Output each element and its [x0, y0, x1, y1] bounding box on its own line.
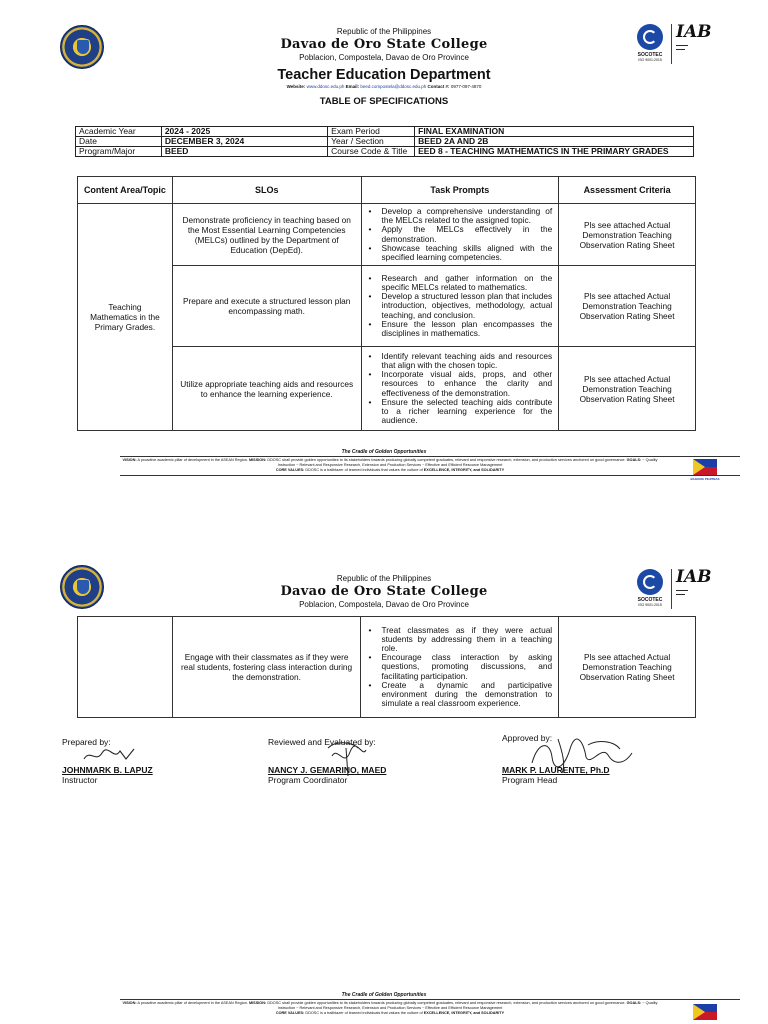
iab-logo-subtext: ▬▬▬▬ ▬▬▬ [676, 43, 688, 51]
prompt-item: • Apply the MELCs effectively in the demonstration. [366, 225, 553, 243]
page-footer [0, 992, 768, 1015]
prompts-cell [361, 617, 559, 718]
prompts-cell [361, 347, 559, 431]
criteria-cell: Pls see attached Actual Demonstration Teaching Observation Rating Sheet [559, 204, 696, 266]
column-header-prompts: Task Prompts [361, 177, 559, 204]
bagong-pilipinas-logo-icon [693, 459, 717, 475]
info-label: Exam Period [328, 127, 415, 137]
page-1 [0, 0, 768, 500]
table-header-row [78, 177, 696, 204]
topic-cell: Teaching Mathematics in the Primary Grades. [78, 204, 173, 431]
prompt-item: • Incorporate visual aids, props, and other resources to enhance the clarity and effectiveness of the demonstration. [366, 370, 553, 398]
approved-by-position: Program Head [502, 775, 558, 785]
socotec-logo-icon [637, 569, 663, 595]
column-header-slos: SLOs [172, 177, 361, 204]
reviewed-by-position: Program Coordinator [268, 775, 348, 785]
column-header-topic: Content Area/Topic [78, 177, 173, 204]
socotec-logo-icon [637, 24, 663, 50]
iab-logo-subtext: ▬▬▬▬ ▬▬▬ [676, 588, 688, 596]
info-value: EED 8 - TEACHING MATHEMATICS IN THE PRIMARY GRADES [415, 147, 694, 157]
iso-label: ISO 9001:2015 [638, 58, 662, 62]
prompt-item: • Ensure the selected teaching aids contribute to a richer learning experience for the audience. [366, 398, 553, 426]
footer-tagline: The Cradle of Golden Opportunities [341, 992, 427, 998]
prompt-item: • Develop a comprehensive understanding of the MELCs related to the assigned topic. [366, 207, 553, 225]
college-location: Poblacion, Compostela, Davao de Oro Province [299, 53, 469, 62]
page-2 [0, 555, 768, 1024]
iab-logo: IAB [676, 567, 712, 587]
approved-by-label: Approved by: [502, 733, 553, 743]
signature-mark [80, 745, 140, 767]
footer-tagline: The Cradle of Golden Opportunities [341, 449, 427, 455]
certification-logos [632, 567, 722, 611]
prompt-item: • Showcase teaching skills aligned with the specified learning competencies. [366, 244, 553, 262]
approved-by-name: MARK P. LAURENTE, Ph.D [502, 765, 610, 775]
college-name: Davao de Oro State College [280, 37, 488, 52]
department-name: Teacher Education Department [277, 67, 491, 83]
topic-cell-empty [78, 617, 173, 718]
slo-cell: Engage with their classmates as if they were real students, fostering class interaction during the demonstration. [172, 617, 361, 718]
prepared-by-position: Instructor [62, 775, 98, 785]
prepared-by-name: JOHNMARK B. LAPUZ [62, 765, 153, 775]
signature-mark [322, 738, 372, 778]
reviewed-by-label: Reviewed and Evaluated by: [268, 737, 376, 747]
contact-line: Website: www.ddosc.edu.ph Email: beed.compostela@ddosc.edu.ph Contact #: 0977-097-4870 [286, 84, 482, 89]
reviewed-by-name: NANCY J. GEMARINO, MAED [268, 765, 387, 775]
slo-cell: Utilize appropriate teaching aids and resources to enhance the learning experience. [172, 347, 361, 431]
exam-info-table [75, 126, 694, 157]
info-value: FINAL EXAMINATION [415, 127, 694, 137]
page-footer [0, 449, 768, 481]
prompts-cell [361, 204, 559, 266]
page-header [0, 0, 768, 107]
prompt-item: • Create a dynamic and participative environment during the demonstration to simulate a real classroom experience. [365, 681, 552, 709]
prompt-item: • Ensure the lesson plan encompasses the disciplines in mathematics. [366, 320, 553, 338]
iab-logo: IAB [676, 22, 712, 42]
prompts-cell [361, 266, 559, 347]
info-label: Program/Major [76, 147, 162, 157]
footer-vision-mission: VISION: A proactive academic pillar of development in the ASEAN Region. MISSION: DDOSC shall provide golden opportunities to its stakeholders towards producing globally competent graduates, relevant and responsive research, extension, and production services anchored on good governance. GOALS: ~ Quality Instruction ~ Relevant and Responsive Research, Extension and Production Services ~ Effective and Efficient Resource Management CORE VALUES: DDOSC is a trailblazer of learned individuals that values the culture of EXCELLENCE, INTEGRITY, and SOLIDARITY [122, 1001, 658, 1015]
signature-mark [528, 735, 638, 775]
specifications-table [77, 176, 696, 431]
info-value: DECEMBER 3, 2024 [161, 137, 327, 147]
prompt-item: • Identify relevant teaching aids and resources that align with the chosen topic. [366, 352, 553, 370]
prompt-item: • Develop a structured lesson plan that includes introduction, objectives, methodology, actual teaching, and conclusion. [366, 292, 553, 320]
info-row [76, 147, 694, 157]
info-label: Academic Year [76, 127, 162, 137]
info-label: Year / Section [328, 137, 415, 147]
specifications-table-continued [77, 616, 696, 718]
slo-cell: Prepare and execute a structured lesson plan encompassing math. [172, 266, 361, 347]
document-title: TABLE OF SPECIFICATIONS [319, 96, 449, 107]
info-value: 2024 - 2025 [161, 127, 327, 137]
republic-line: Republic of the Philippines [336, 27, 432, 36]
socotec-label: SOCOTEC [637, 597, 663, 603]
table-row [78, 204, 696, 266]
criteria-cell: Pls see attached Actual Demonstration Teaching Observation Rating Sheet [559, 266, 696, 347]
info-label: Date [76, 137, 162, 147]
prompt-item: • Treat classmates as if they were actual students by addressing them in a teaching role. [365, 626, 552, 654]
bagong-pilipinas-logo-icon [693, 1004, 717, 1020]
table-row [78, 617, 696, 718]
criteria-cell: Pls see attached Actual Demonstration Teaching Observation Rating Sheet [559, 347, 696, 431]
info-label: Course Code & Title [328, 147, 415, 157]
prompt-item: • Encourage class interaction by asking questions, promoting discussions, and facilitating participation. [365, 653, 552, 681]
republic-line: Republic of the Philippines [336, 574, 432, 583]
column-header-criteria: Assessment Criteria [559, 177, 696, 204]
college-name: Davao de Oro State College [280, 584, 488, 599]
footer-vision-mission: VISION: A proactive academic pillar of development in the ASEAN Region. MISSION: DDOSC shall provide golden opportunities to its stakeholders towards producing globally competent graduates, relevant and responsive research, extension, and production services anchored on good governance. GOALS: ~ Quality Instruction ~ Relevant and Responsive Research, Extension and Production Services ~ Effective and Efficient Resource Management CORE VALUES: DDOSC is a trailblazer of learned individuals that values the culture of EXCELLENCE, INTEGRITY, and SOLIDARITY [122, 458, 658, 472]
info-row [76, 127, 694, 137]
slo-cell: Demonstrate proficiency in teaching based on the Most Essential Learning Competencies (MELCs) outlined by the Department of Education (DepEd). [172, 204, 361, 266]
prompt-item: • Research and gather information on the specific MELCs related to mathematics. [366, 274, 553, 292]
criteria-cell: Pls see attached Actual Demonstration Teaching Observation Rating Sheet [559, 617, 696, 718]
info-value: BEED [161, 147, 327, 157]
college-location: Poblacion, Compostela, Davao de Oro Province [299, 600, 469, 609]
prepared-by-label: Prepared by: [62, 737, 111, 747]
certification-logos [632, 22, 722, 66]
bagong-pilipinas-label: BAGONG PILIPINAS [690, 477, 720, 481]
socotec-label: SOCOTEC [637, 52, 663, 58]
info-value: BEED 2A AND 2B [415, 137, 694, 147]
info-row [76, 137, 694, 147]
iso-label: ISO 9001:2015 [638, 603, 662, 607]
